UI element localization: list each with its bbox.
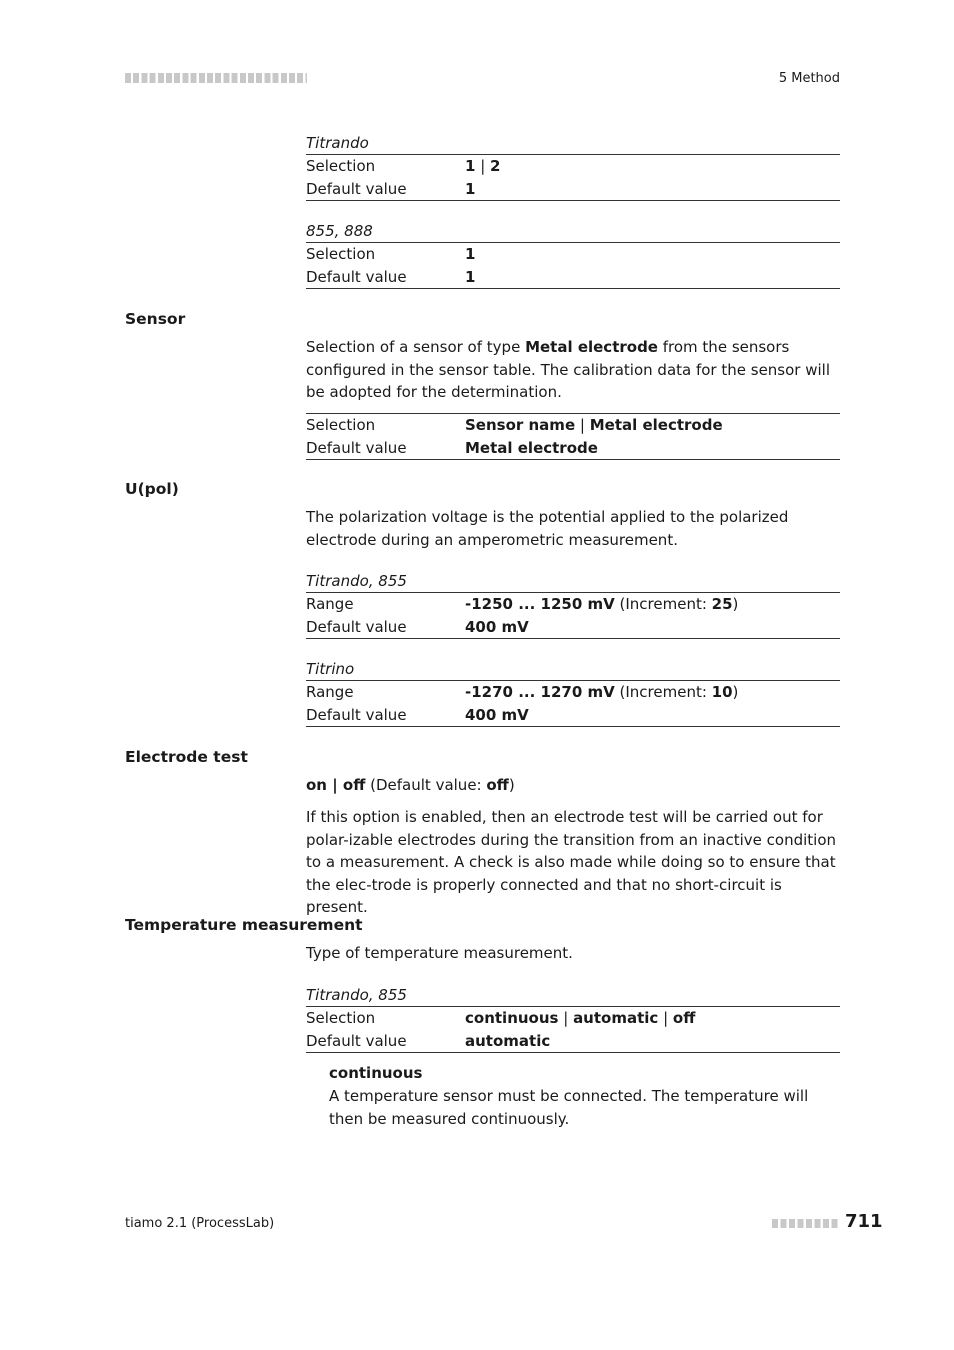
table-caption: Titrino [306, 658, 840, 681]
row-value: 1 | 2 [465, 157, 501, 175]
table-row [306, 681, 840, 704]
temperature-description: Type of temperature measurement. [306, 944, 573, 962]
row-value: -1250 ... 1250 mV (Increment: 25) [465, 595, 739, 613]
row-key: Selection [306, 157, 376, 175]
table-row [306, 704, 840, 728]
row-value: 400 mV [465, 617, 529, 636]
page-number: 711 [845, 1211, 883, 1232]
footer-product: tiamo 2.1 (ProcessLab) [125, 1216, 275, 1231]
table-sensor [306, 413, 840, 460]
header-decoration [125, 73, 307, 83]
electrode-test-options: on | off (Default value: off) [306, 776, 515, 794]
table-row [306, 593, 840, 616]
row-value: automatic [465, 1031, 551, 1050]
heading-upol: U(pol) [125, 480, 179, 498]
row-key: Default value [306, 617, 407, 636]
row-value: 1 [465, 179, 476, 198]
table-row [306, 178, 840, 202]
continuous-title: continuous [329, 1064, 423, 1082]
table-row [306, 616, 840, 640]
row-key: Range [306, 595, 354, 613]
row-value: 400 mV [465, 705, 529, 724]
table-upol-titrando [306, 570, 840, 639]
table-row [306, 1030, 840, 1054]
table-upol-titrino [306, 658, 840, 727]
table-855-888 [306, 220, 840, 289]
heading-electrode-test: Electrode test [125, 748, 248, 766]
table-caption: Titrando, 855 [306, 984, 840, 1007]
sensor-description: Selection of a sensor of type Metal electrode from the sensors configured in the sensor table. The calibration data for the sensor will be adopted for the determination. [306, 338, 830, 401]
upol-description: The polarization voltage is the potential applied to the polarized electrode during an amperometric measurement. [306, 508, 789, 549]
row-key: Default value [306, 705, 407, 724]
table-row [306, 266, 840, 290]
table-row [306, 243, 840, 266]
row-key: Default value [306, 1031, 407, 1050]
row-value: continuous | automatic | off [465, 1009, 696, 1027]
table-caption: Titrando [306, 132, 840, 155]
table-temperature [306, 984, 840, 1053]
table-caption: Titrando, 855 [306, 570, 840, 593]
row-key: Default value [306, 267, 407, 286]
continuous-description: A temperature sensor must be connected. The temperature will then be measured continuously. [329, 1087, 809, 1128]
row-key: Selection [306, 245, 376, 263]
table-row [306, 1007, 840, 1030]
electrode-test-description: If this option is enabled, then an electrode test will be carried out for polar-izable electrodes during the transition from an inactive condition to a measurement. A check is also made while doing so to ensure that the elec-trode is properly connected and that no short-circuit is present. [306, 808, 837, 916]
row-key: Selection [306, 1009, 376, 1027]
table-row [306, 414, 840, 437]
row-key: Default value [306, 179, 407, 198]
row-value: 1 [465, 267, 476, 286]
table-row [306, 437, 840, 461]
row-value: 1 [465, 245, 476, 263]
row-key: Default value [306, 438, 407, 457]
heading-temperature: Temperature measurement [125, 916, 363, 934]
table-caption: 855, 888 [306, 220, 840, 243]
row-key: Selection [306, 416, 376, 434]
heading-sensor: Sensor [125, 310, 186, 328]
row-key: Range [306, 683, 354, 701]
row-value: Metal electrode [465, 438, 598, 457]
header-section-title: 5 Method [778, 71, 840, 86]
row-value: Sensor name | Metal electrode [465, 416, 723, 434]
table-titrando [306, 132, 840, 201]
table-row [306, 155, 840, 178]
footer-decoration [772, 1219, 840, 1228]
row-value: -1270 ... 1270 mV (Increment: 10) [465, 683, 739, 701]
